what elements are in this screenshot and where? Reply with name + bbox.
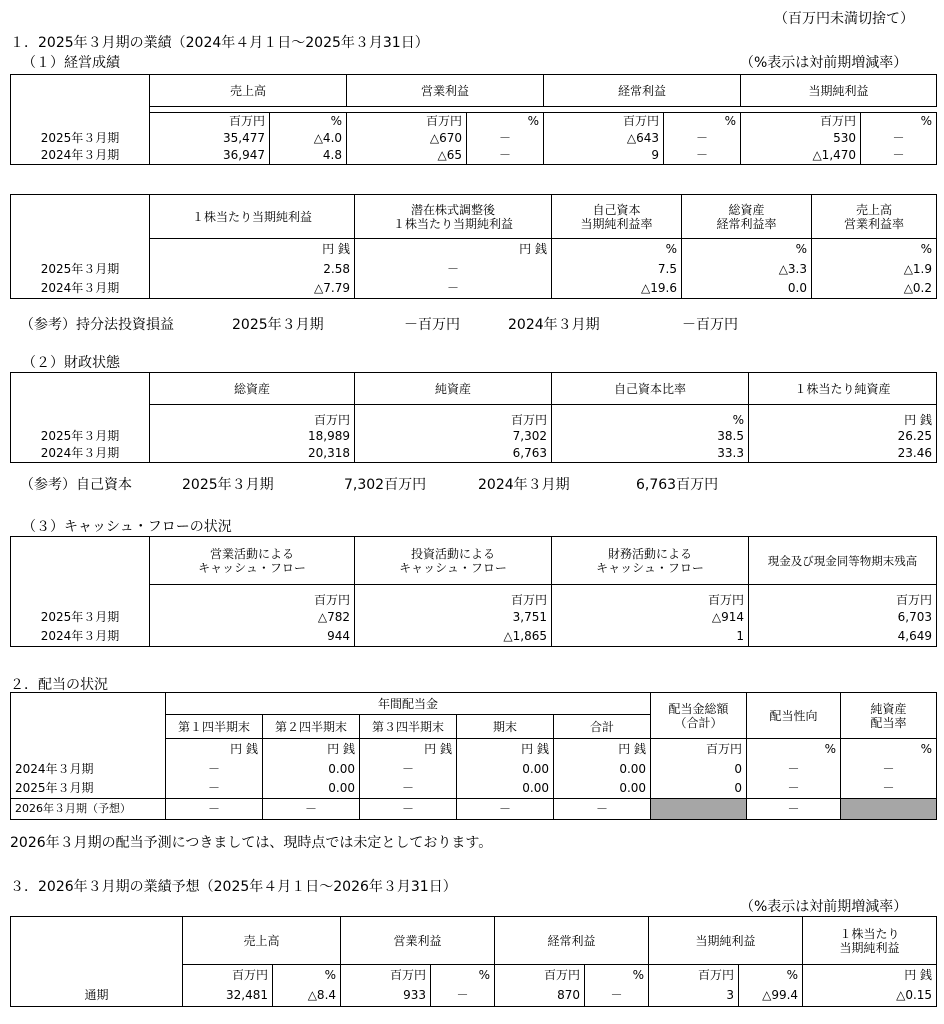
value-cell: 0 [651,779,747,799]
value-cell: 3 [649,985,739,1007]
value-cell: 32,481 [183,985,273,1007]
value-cell: 23.46 [749,445,937,463]
value-cell: － [861,147,937,165]
unit-cell: % [273,965,341,985]
value-cell: 0.00 [263,759,360,779]
ref-period: 2024年３月期 [478,477,570,493]
section-1-title: １．2025年３月期の業績（2024年４月１日～2025年３月31日） [10,35,429,51]
ref-value: －百万円 [682,317,738,333]
value-cell: 18,989 [150,427,355,445]
header-cash-balance: 現金及び現金同等物期末残高 [749,537,937,585]
header-ordinary-income: 経常利益 [495,917,649,965]
subsection-cash-flow: （３）キャッシュ・フローの状況 [22,519,232,535]
header-diluted-eps: 潜在株式調整後 １株当たり当期純利益 [355,195,552,239]
value-cell: 7,302 [355,427,552,445]
value-cell: 38.5 [552,427,749,445]
table-row [11,427,937,445]
value-cell: 36,947 [150,147,270,165]
header-q1-end: 第１四半期末 [166,715,263,739]
value-cell: 7.5 [552,259,682,279]
section-3-title: ３．2026年３月期の業績予想（2025年４月１日～2026年３月31日） [10,879,457,895]
value-cell: － [166,799,263,820]
value-cell: 870 [495,985,585,1007]
value-cell: 0.00 [457,759,554,779]
unit-cell: 百万円 [741,113,861,129]
unit-cell: 円 銭 [355,239,552,259]
unit-cell: 百万円 [150,585,355,607]
value-cell: △19.6 [552,279,682,299]
unit-cell: % [585,965,649,985]
shaded-cell [841,799,937,820]
value-cell: － [841,759,937,779]
shaded-cell [651,799,747,820]
value-cell: △7.79 [150,279,355,299]
unit-cell: 円 銭 [150,239,355,259]
unit-cell: 百万円 [649,965,739,985]
value-cell: － [360,759,457,779]
value-cell: 6,703 [749,607,937,627]
table-row [11,445,937,463]
value-cell: － [747,759,841,779]
table-row [11,779,937,799]
header-operating-margin: 売上高 営業利益率 [812,195,937,239]
value-cell: 26.25 [749,427,937,445]
unit-cell: 円 銭 [803,965,937,985]
row-label: 2024年３月期 [11,759,166,779]
unit-cell: % [467,113,544,129]
value-cell: 944 [150,627,355,647]
row-label: 2025年３月期 [11,259,150,279]
value-cell: － [841,779,937,799]
value-cell: 0.00 [554,779,651,799]
value-cell: △8.4 [273,985,341,1007]
unit-cell: 百万円 [544,113,664,129]
header-sales: 売上高 [183,917,341,965]
value-cell: － [457,799,554,820]
header-total: 合計 [554,715,651,739]
unit-cell: % [841,739,937,759]
value-cell: 530 [741,129,861,147]
header-annual-dividend: 年間配当金 [166,693,651,715]
value-cell: △1.9 [812,259,937,279]
header-equity-ratio: 自己資本比率 [552,373,749,405]
header-eps: １株当たり当期純利益 [150,195,355,239]
forecast-table [10,916,937,1007]
header-operating-cf: 営業活動による キャッシュ・フロー [150,537,355,585]
row-label: 2025年３月期 [11,129,150,147]
value-cell: 933 [341,985,431,1007]
unit-cell: % [552,405,749,427]
pct-note-3: （%表示は対前期増減率） [740,899,908,915]
value-cell: 0.00 [457,779,554,799]
ref-period: 2024年３月期 [508,317,600,333]
value-cell: 4.8 [270,147,347,165]
unit-cell: 円 銭 [749,405,937,427]
unit-cell: 円 銭 [457,739,554,759]
ref-value: 7,302百万円 [344,477,427,493]
value-cell: 3,751 [355,607,552,627]
unit-cell: % [747,739,841,759]
unit-cell: % [739,965,803,985]
header-net-assets: 純資産 [355,373,552,405]
header-q3-end: 第３四半期末 [360,715,457,739]
ref-period: 2025年３月期 [232,317,324,333]
value-cell: △1,470 [741,147,861,165]
value-cell: 33.3 [552,445,749,463]
row-label: 通期 [11,985,183,1007]
value-cell: － [747,799,841,820]
value-cell: － [166,759,263,779]
row-label: 2024年３月期 [11,627,150,647]
ref-equity-label: （参考）自己資本 [20,477,132,493]
subsection-operating-results: （１）経営成績 [22,55,120,71]
table-row [11,799,937,820]
header-ordinary-income: 経常利益 [544,75,741,107]
unit-cell: 円 銭 [263,739,360,759]
unit-cell: 百万円 [150,113,270,129]
ref-value: 6,763百万円 [636,477,719,493]
unit-cell: % [682,239,812,259]
unit-cell: 円 銭 [360,739,457,759]
value-cell: 35,477 [150,129,270,147]
unit-cell: % [552,239,682,259]
value-cell: △1,865 [355,627,552,647]
value-cell: 0.00 [263,779,360,799]
header-payout-ratio: 配当性向 [747,693,841,739]
value-cell: △99.4 [739,985,803,1007]
row-label: 2025年３月期 [11,779,166,799]
row-label: 2026年３月期（予想） [11,799,166,820]
header-net-income: 当期純利益 [741,75,937,107]
unit-cell: 百万円 [355,405,552,427]
value-cell: △65 [347,147,467,165]
value-cell: － [467,129,544,147]
value-cell: － [861,129,937,147]
unit-cell: % [270,113,347,129]
value-cell: △643 [544,129,664,147]
table-row [11,759,937,779]
value-cell: 9 [544,147,664,165]
unit-cell: 百万円 [552,585,749,607]
header-roe: 自己資本 当期純利益率 [552,195,682,239]
pct-note-1: （%表示は対前期増減率） [740,55,908,71]
row-label: 2025年３月期 [11,607,150,627]
value-cell: △0.2 [812,279,937,299]
row-label: 2024年３月期 [11,445,150,463]
ref-period: 2025年３月期 [182,477,274,493]
value-cell: － [360,779,457,799]
value-cell: － [585,985,649,1007]
table-row [11,147,937,165]
table-row [11,607,937,627]
value-cell: － [554,799,651,820]
unit-cell: % [812,239,937,259]
value-cell: － [355,279,552,299]
value-cell: － [166,779,263,799]
value-cell: △782 [150,607,355,627]
ref-equity-method-label: （参考）持分法投資損益 [20,317,174,333]
unit-cell: % [861,113,937,129]
header-investing-cf: 投資活動による キャッシュ・フロー [355,537,552,585]
operating-results-table [10,74,937,165]
per-share-table [10,194,937,299]
value-cell: － [355,259,552,279]
unit-cell: % [431,965,495,985]
table-row [11,279,937,299]
ref-value: －百万円 [404,317,460,333]
unit-note: （百万円未満切捨て） [774,11,914,27]
financial-position-table [10,372,937,463]
table-row [11,985,937,1007]
unit-cell: 百万円 [355,585,552,607]
unit-cell: 百万円 [749,585,937,607]
unit-cell: 百万円 [651,739,747,759]
header-bps: １株当たり純資産 [749,373,937,405]
table-row [11,259,937,279]
value-cell: 20,318 [150,445,355,463]
header-operating-income: 営業利益 [347,75,544,107]
value-cell: － [747,779,841,799]
value-cell: △914 [552,607,749,627]
value-cell: 4,649 [749,627,937,647]
unit-cell: 百万円 [495,965,585,985]
unit-cell: 百万円 [183,965,273,985]
header-financing-cf: 財務活動による キャッシュ・フロー [552,537,749,585]
header-dividend-total: 配当金総額 （合計） [651,693,747,739]
row-label: 2024年３月期 [11,147,150,165]
unit-cell: 百万円 [341,965,431,985]
row-label: 2025年３月期 [11,427,150,445]
value-cell: △4.0 [270,129,347,147]
section-2-title: ２．配当の状況 [10,677,108,693]
value-cell: － [664,147,741,165]
unit-cell: % [664,113,741,129]
header-sales: 売上高 [150,75,347,107]
value-cell: 0.0 [682,279,812,299]
header-q2-end: 第２四半期末 [263,715,360,739]
value-cell: 1 [552,627,749,647]
value-cell: － [431,985,495,1007]
subsection-financial-position: （２）財政状態 [22,355,120,371]
row-label: 2024年３月期 [11,279,150,299]
value-cell: 0.00 [554,759,651,779]
header-net-income: 当期純利益 [649,917,803,965]
value-cell: △670 [347,129,467,147]
header-dividend-on-equity: 純資産 配当率 [841,693,937,739]
value-cell: － [263,799,360,820]
header-eps: １株当たり 当期純利益 [803,917,937,965]
unit-cell: 円 銭 [554,739,651,759]
table-row [11,129,937,147]
table-row [11,627,937,647]
value-cell: △3.3 [682,259,812,279]
unit-cell: 百万円 [347,113,467,129]
header-year-end: 期末 [457,715,554,739]
value-cell: 2.58 [150,259,355,279]
value-cell: － [467,147,544,165]
value-cell: － [360,799,457,820]
value-cell: － [664,129,741,147]
header-total-assets: 総資産 [150,373,355,405]
value-cell: 6,763 [355,445,552,463]
value-cell: △0.15 [803,985,937,1007]
unit-cell: 百万円 [150,405,355,427]
dividend-note: 2026年３月期の配当予測につきましては、現時点では未定としております。 [10,835,493,851]
corner-cell [11,75,150,107]
header-roa: 総資産 経常利益率 [682,195,812,239]
unit-cell: 円 銭 [166,739,263,759]
dividend-table [10,692,937,820]
header-operating-income: 営業利益 [341,917,495,965]
cash-flow-table [10,536,937,647]
value-cell: 0 [651,759,747,779]
